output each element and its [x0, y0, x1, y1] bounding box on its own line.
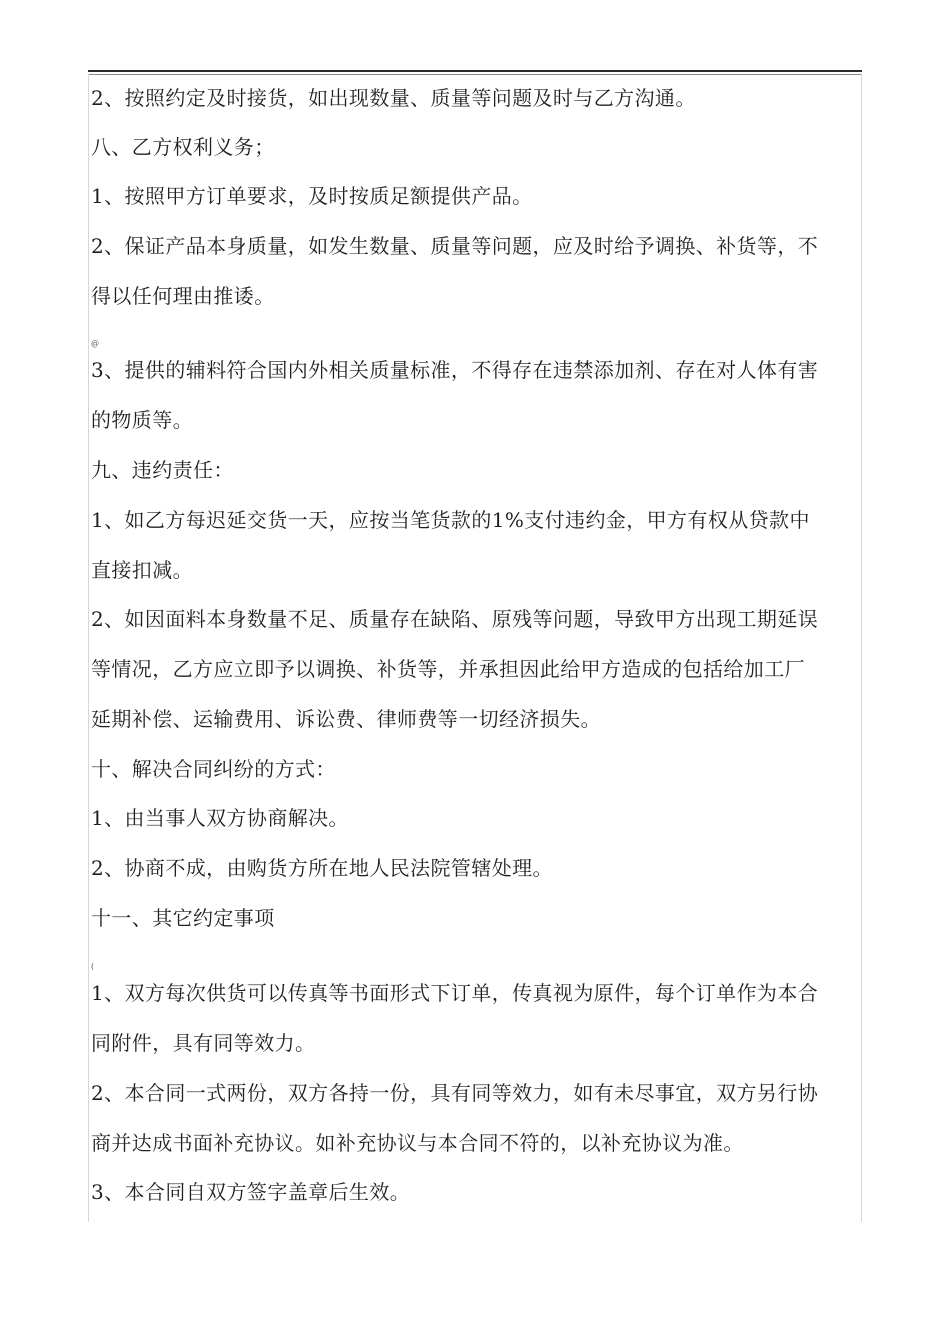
- clause-8-item-1: 1、按照甲方订单要求，及时按质足额提供产品。: [91, 184, 533, 208]
- clause-8-item-3: 3、提供的辅料符合国内外相关质量标准，不得存在违禁添加剂、存在对人体有害: [91, 358, 819, 382]
- stray-mark: @: [91, 339, 99, 348]
- section-11-heading: 十一、其它约定事项: [91, 906, 275, 930]
- clause-8-item-2-cont: 得以任何理由推诿。: [91, 284, 275, 308]
- clause-9-item-2-cont: 等情况，乙方应立即予以调换、补货等，并承担因此给甲方造成的包括给加工厂: [91, 657, 805, 681]
- stray-mark: (: [91, 962, 95, 971]
- clause-9-item-1: 1、如乙方每迟延交货一天，应按当笔货款的1%支付违约金，甲方有权从贷款中: [91, 508, 810, 532]
- clause-9-item-2-cont-2: 延期补偿、运输费用、诉讼费、律师费等一切经济损失。: [91, 707, 601, 731]
- header-rule: [88, 70, 862, 72]
- header-rule-thin: [88, 74, 862, 75]
- clause-9-item-2: 2、如因面料本身数量不足、质量存在缺陷、原残等问题，导致甲方出现工期延误: [91, 607, 819, 631]
- clause-11-item-2: 2、本合同一式两份，双方各持一份，具有同等效力，如有未尽事宜，双方另行协: [91, 1081, 819, 1105]
- clause-11-item-1: 1、双方每次供货可以传真等书面形式下订单，传真视为原件，每个订单作为本合: [91, 981, 819, 1005]
- clause-10-item-2: 2、协商不成，由购货方所在地人民法院管辖处理。: [91, 856, 553, 880]
- page-frame-right: [861, 74, 862, 1222]
- section-8-heading: 八、乙方权利义务；: [91, 135, 275, 159]
- clause-10-item-1: 1、由当事人双方协商解决。: [91, 806, 349, 830]
- clause-11-item-3: 3、本合同自双方签字盖章后生效。: [91, 1180, 411, 1204]
- section-10-heading: 十、解决合同纠纷的方式：: [91, 757, 336, 781]
- section-9-heading: 九、违约责任：: [91, 458, 234, 482]
- clause-8-item-2: 2、保证产品本身质量，如发生数量、质量等问题，应及时给予调换、补货等，不: [91, 234, 819, 258]
- clause-11-item-2-cont: 商并达成书面补充协议。如补充协议与本合同不符的，以补充协议为准。: [91, 1131, 744, 1155]
- clause-9-item-1-cont: 直接扣减。: [91, 558, 193, 582]
- clause-11-item-1-cont: 同附件，具有同等效力。: [91, 1031, 316, 1055]
- page-frame-left: [88, 74, 89, 1222]
- clause-7-item-2: 2、按照约定及时接货，如出现数量、质量等问题及时与乙方沟通。: [91, 86, 696, 110]
- clause-8-item-3-cont: 的物质等。: [91, 408, 193, 432]
